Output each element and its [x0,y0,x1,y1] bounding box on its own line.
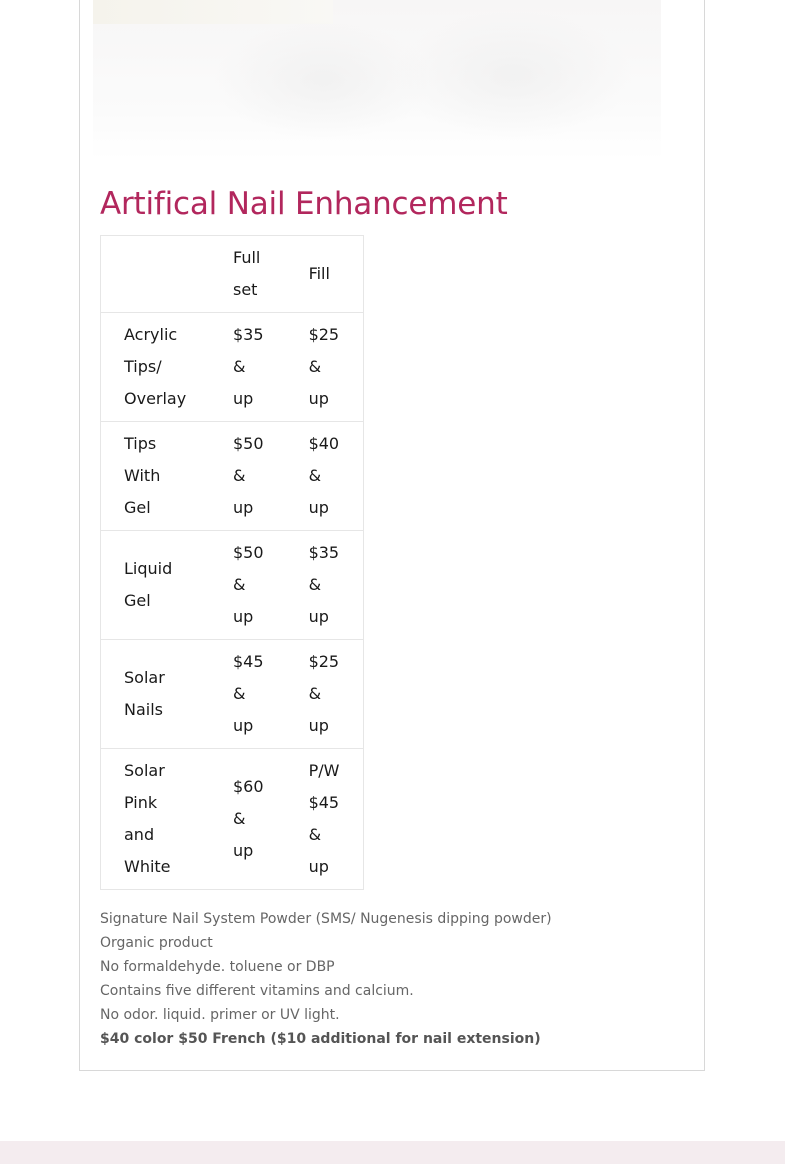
description-line: No odor. liquid. primer or UV light. [100,1006,340,1023]
table-row [100,313,364,422]
hero-blob [393,10,633,140]
header-cell-fill: Fill [309,236,364,313]
description-line: Organic product [100,934,213,951]
description-line: Contains five different vitamins and calcium. [100,982,414,999]
service-name: Solar Pink and White [100,749,233,890]
table-header-row [100,236,364,313]
service-name: Tips With Gel [100,422,233,531]
fill-price: P/W $45 & up [309,749,364,890]
service-name: Acrylic Tips/ Overlay [100,313,233,422]
price-note: $40 color $50 French ($10 additional for nail extension) [100,1030,541,1047]
fill-price: $40 & up [309,422,364,531]
section-title: Artifical Nail Enhancement [100,186,508,222]
hero-image [93,0,661,160]
full-set-price: $35 & up [233,313,309,422]
full-set-price: $50 & up [233,422,309,531]
full-set-price: $45 & up [233,640,309,749]
description-line: Signature Nail System Powder (SMS/ Nugenesis dipping powder) [100,911,552,927]
table-row [100,640,364,749]
service-name: Liquid Gel [100,531,233,640]
header-cell-full-set: Full set [233,236,309,313]
service-description [100,908,680,1051]
full-set-price: $60 & up [233,749,309,890]
table-row [100,531,364,640]
service-name: Solar Nails [100,640,233,749]
description-line: No formaldehyde. toluene or DBP [100,958,335,975]
table-row [100,422,364,531]
price-table [100,235,364,890]
fill-price: $25 & up [309,313,364,422]
fill-price: $35 & up [309,531,364,640]
fill-price: $25 & up [309,640,364,749]
header-cell-service [100,236,233,313]
full-set-price: $50 & up [233,531,309,640]
hero-image-corner [93,0,333,24]
footer-band [0,1141,785,1164]
table-row [100,749,364,890]
